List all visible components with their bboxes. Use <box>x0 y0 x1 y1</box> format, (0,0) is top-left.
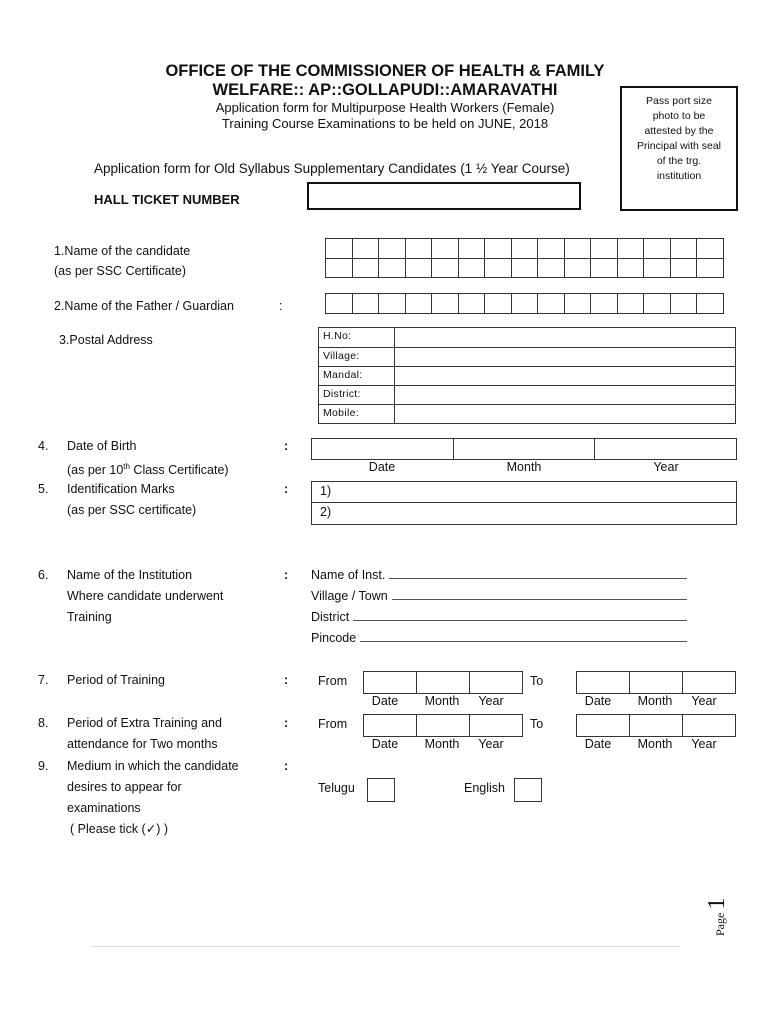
father-name-label: 2.Name of the Father / Guardian <box>54 299 234 313</box>
institution-label-2: Where candidate underwent <box>67 589 224 603</box>
photo-note-line: attested by the <box>644 125 714 137</box>
extra-from-month-cap: Month <box>424 737 460 751</box>
father-name-colon: : <box>279 299 283 313</box>
father-letter-box[interactable] <box>406 294 433 314</box>
dob-sublabel-post: Class Certificate) <box>129 463 229 478</box>
address-row-mobile[interactable] <box>319 404 735 423</box>
name-letter-box[interactable] <box>565 239 592 259</box>
father-letter-box[interactable] <box>353 294 380 314</box>
name-letter-box[interactable] <box>618 239 645 259</box>
name-letter-box[interactable] <box>644 239 671 259</box>
medium-colon: : <box>284 759 289 773</box>
institution-label-3: Training <box>67 610 112 624</box>
name-letter-box[interactable] <box>406 259 433 279</box>
name-letter-box[interactable] <box>485 239 512 259</box>
father-letter-box[interactable] <box>671 294 698 314</box>
extra-from-year[interactable] <box>470 715 522 736</box>
extra-colon: : <box>284 716 289 730</box>
period-to-year[interactable] <box>683 672 735 693</box>
period-to-label: To <box>530 674 544 688</box>
father-letter-box[interactable] <box>326 294 353 314</box>
name-letter-box[interactable] <box>644 259 671 279</box>
form-subtitle-line1: Application form for Multipurpose Health Workers (Female) <box>215 100 555 115</box>
dob-input-boxes[interactable] <box>311 438 737 460</box>
period-colon: : <box>284 673 289 687</box>
extra-to-label: To <box>530 717 544 731</box>
marks-sublabel: (as per SSC certificate) <box>67 503 197 517</box>
marks-colon: : <box>284 482 289 496</box>
dob-label: Date of Birth <box>67 439 137 453</box>
period-from-date[interactable] <box>364 672 417 693</box>
marks-label: Identification Marks <box>67 482 175 496</box>
inst-village-blank[interactable] <box>392 588 687 600</box>
father-letter-box[interactable] <box>565 294 592 314</box>
father-letter-box[interactable] <box>485 294 512 314</box>
inst-district-label: District <box>311 610 350 624</box>
extra-to-date[interactable] <box>577 715 630 736</box>
extra-label-2: attendance for Two months <box>67 737 218 751</box>
name-letter-box[interactable] <box>512 259 539 279</box>
inst-name-blank[interactable] <box>389 567 687 579</box>
office-title-line2: WELFARE:: AP::GOLLAPUDI::AMARAVATHI <box>212 81 558 99</box>
father-letter-box[interactable] <box>379 294 406 314</box>
name-letter-box[interactable] <box>591 239 618 259</box>
inst-village-label: Village / Town <box>311 589 388 603</box>
inst-pincode-label: Pincode <box>311 631 357 645</box>
extra-to-boxes[interactable] <box>576 714 736 737</box>
name-letter-box[interactable] <box>379 239 406 259</box>
period-to-date-cap: Date <box>584 694 612 708</box>
candidate-name-boxes[interactable] <box>325 238 724 278</box>
medium-label: Medium in which the candidate <box>67 759 239 773</box>
address-key: Village: <box>319 348 395 366</box>
period-to-boxes[interactable] <box>576 671 736 694</box>
name-letter-box[interactable] <box>459 239 486 259</box>
extra-to-year[interactable] <box>683 715 735 736</box>
name-letter-box[interactable] <box>591 259 618 279</box>
name-letter-box[interactable] <box>353 259 380 279</box>
extra-to-month-cap: Month <box>637 737 673 751</box>
inst-name-label: Name of Inst. <box>311 568 386 582</box>
footer-divider <box>91 946 680 947</box>
name-letter-box[interactable] <box>406 239 433 259</box>
father-letter-box[interactable] <box>512 294 539 314</box>
extra-number: 8. <box>38 716 49 730</box>
institution-label: Name of the Institution <box>67 568 193 582</box>
extra-label: Period of Extra Training and <box>67 716 222 730</box>
name-letter-box[interactable] <box>538 239 565 259</box>
medium-telugu-label: Telugu <box>318 781 355 795</box>
inst-pincode-line[interactable] <box>311 630 687 646</box>
photo-note-line: institution <box>656 170 702 182</box>
address-key: District: <box>319 386 395 404</box>
period-label: Period of Training <box>67 673 165 687</box>
name-letter-box[interactable] <box>485 259 512 279</box>
name-letter-box[interactable] <box>432 259 459 279</box>
dob-date-caption: Date <box>368 460 396 474</box>
name-letter-box[interactable] <box>565 259 592 279</box>
father-letter-box[interactable] <box>538 294 565 314</box>
medium-label-2: desires to appear for <box>67 780 182 794</box>
dob-colon: : <box>284 439 289 453</box>
medium-number: 9. <box>38 759 49 773</box>
extra-from-year-cap: Year <box>478 737 504 751</box>
inst-village-line[interactable] <box>311 588 687 604</box>
candidate-name-label: 1.Name of the candidate <box>54 244 191 258</box>
address-row-district[interactable] <box>319 385 735 404</box>
mark-1-label: 1) <box>320 484 332 498</box>
dob-month-box[interactable] <box>454 439 596 459</box>
extra-from-label: From <box>318 717 348 731</box>
extra-to-date-cap: Date <box>584 737 612 751</box>
period-to-month[interactable] <box>630 672 683 693</box>
period-from-date-cap: Date <box>371 694 399 708</box>
dob-number: 4. <box>38 439 49 453</box>
name-letter-box[interactable] <box>697 259 724 279</box>
name-letter-box[interactable] <box>671 259 698 279</box>
period-from-month-cap: Month <box>424 694 460 708</box>
extra-to-year-cap: Year <box>691 737 717 751</box>
father-letter-box[interactable] <box>432 294 459 314</box>
office-title-line1: OFFICE OF THE COMMISSIONER OF HEALTH & FAMILY <box>165 62 605 80</box>
father-letter-box[interactable] <box>591 294 618 314</box>
hall-ticket-input[interactable] <box>307 182 581 210</box>
extra-from-month[interactable] <box>417 715 470 736</box>
hall-ticket-label: HALL TICKET NUMBER <box>94 192 240 207</box>
period-from-year[interactable] <box>470 672 522 693</box>
address-row-hno[interactable] <box>319 328 735 347</box>
name-letter-box[interactable] <box>326 239 353 259</box>
name-letter-box[interactable] <box>538 259 565 279</box>
address-key: Mandal: <box>319 367 395 385</box>
extra-from-boxes[interactable] <box>363 714 523 737</box>
name-letter-box[interactable] <box>697 239 724 259</box>
photo-note-line: photo to be <box>652 110 706 122</box>
father-letter-box[interactable] <box>697 294 724 314</box>
inst-district-blank[interactable] <box>353 609 687 621</box>
form-subtitle-line2: Training Course Examinations to be held on JUNE, 2018 <box>221 116 549 131</box>
name-letter-box[interactable] <box>512 239 539 259</box>
name-letter-box[interactable] <box>379 259 406 279</box>
address-row-village[interactable] <box>319 347 735 366</box>
extra-to-month[interactable] <box>630 715 683 736</box>
name-letter-box[interactable] <box>326 259 353 279</box>
dob-year-box[interactable] <box>595 439 736 459</box>
inst-pincode-blank[interactable] <box>360 630 687 642</box>
medium-english-label: English <box>464 781 505 795</box>
mark-1-field[interactable] <box>312 482 736 503</box>
father-letter-box[interactable] <box>618 294 645 314</box>
marks-table <box>311 481 737 525</box>
english-checkbox[interactable] <box>514 778 542 802</box>
telugu-checkbox[interactable] <box>367 778 395 802</box>
passport-photo-box[interactable] <box>620 86 738 211</box>
father-name-boxes[interactable] <box>325 293 724 314</box>
marks-number: 5. <box>38 482 49 496</box>
postal-address-table <box>318 327 736 424</box>
photo-note-line: of the trg. <box>656 155 702 167</box>
photo-note-line: Pass port size <box>646 95 712 107</box>
postal-address-label: 3.Postal Address <box>59 333 153 347</box>
dob-sublabel-sup: th <box>123 462 130 471</box>
inst-name-line[interactable] <box>311 567 687 583</box>
photo-note-line: Principal with seal <box>636 140 722 152</box>
father-letter-box[interactable] <box>459 294 486 314</box>
extra-from-date-cap: Date <box>371 737 399 751</box>
name-letter-box[interactable] <box>618 259 645 279</box>
institution-number: 6. <box>38 568 49 582</box>
period-from-boxes[interactable] <box>363 671 523 694</box>
institution-colon: : <box>284 568 289 582</box>
form-type-heading: Application form for Old Syllabus Supplementary Candidates (1 ½ Year Course) <box>94 161 570 176</box>
period-from-month[interactable] <box>417 672 470 693</box>
inst-district-line[interactable] <box>311 609 687 625</box>
name-letter-box[interactable] <box>432 239 459 259</box>
address-row-mandal[interactable] <box>319 366 735 385</box>
period-to-date[interactable] <box>577 672 630 693</box>
mark-2-label: 2) <box>320 505 332 519</box>
period-from-label: From <box>318 674 348 688</box>
period-to-month-cap: Month <box>637 694 673 708</box>
address-key: H.No: <box>319 328 395 347</box>
name-letter-box[interactable] <box>459 259 486 279</box>
page-number <box>704 890 744 940</box>
dob-sublabel <box>67 459 229 478</box>
page-num: 1 <box>704 897 730 910</box>
name-letter-box[interactable] <box>353 239 380 259</box>
name-letter-box[interactable] <box>671 239 698 259</box>
dob-month-caption: Month <box>506 460 542 474</box>
father-letter-box[interactable] <box>644 294 671 314</box>
dob-sublabel-pre: (as per 10 <box>67 463 124 478</box>
medium-tick-note: ( Please tick (✓) ) <box>70 822 168 836</box>
medium-label-3: examinations <box>67 801 141 815</box>
period-from-year-cap: Year <box>478 694 504 708</box>
extra-from-date[interactable] <box>364 715 417 736</box>
address-key: Mobile: <box>319 405 395 423</box>
candidate-name-sublabel: (as per SSC Certificate) <box>54 264 186 278</box>
period-to-year-cap: Year <box>691 694 717 708</box>
dob-year-caption: Year <box>653 460 679 474</box>
page-word: Page <box>713 912 727 936</box>
period-number: 7. <box>38 673 49 687</box>
dob-date-box[interactable] <box>312 439 454 459</box>
mark-2-field[interactable] <box>312 503 736 524</box>
